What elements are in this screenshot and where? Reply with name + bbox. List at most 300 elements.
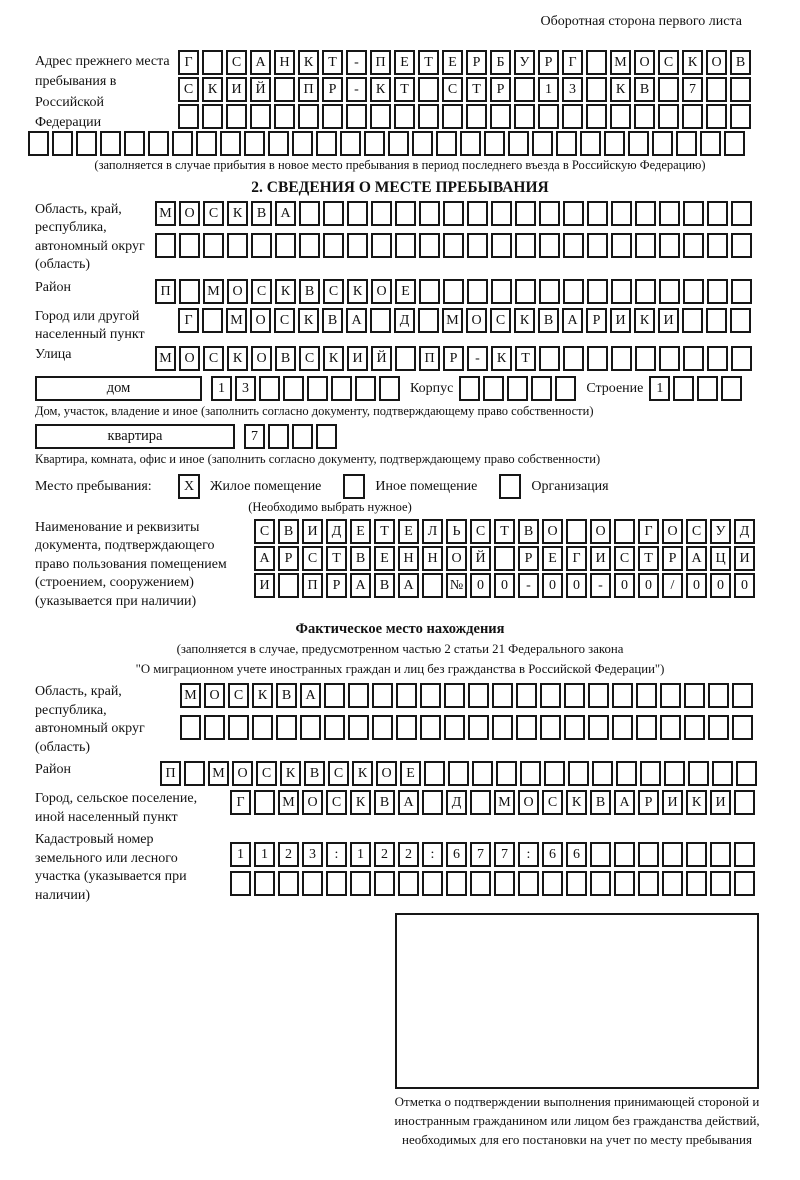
char-cell[interactable]	[515, 233, 536, 258]
char-cell[interactable]	[204, 715, 225, 740]
char-cell[interactable]	[172, 131, 193, 156]
char-cell[interactable]	[276, 715, 297, 740]
char-cell[interactable]: И	[302, 519, 323, 544]
char-cell[interactable]	[340, 131, 361, 156]
char-cell[interactable]	[491, 233, 512, 258]
char-cell[interactable]	[507, 376, 528, 401]
char-cell[interactable]: Р	[322, 77, 343, 102]
char-cell[interactable]	[274, 104, 295, 129]
char-cell[interactable]: Л	[422, 519, 443, 544]
char-cell[interactable]	[731, 279, 752, 304]
char-cell[interactable]	[323, 233, 344, 258]
char-cell[interactable]: М	[180, 683, 201, 708]
char-cell[interactable]	[250, 104, 271, 129]
char-cell[interactable]: В	[730, 50, 751, 75]
char-cell[interactable]	[658, 77, 679, 102]
char-cell[interactable]: А	[350, 573, 371, 598]
char-cell[interactable]	[635, 279, 656, 304]
char-cell[interactable]: К	[298, 50, 319, 75]
char-cell[interactable]: Г	[566, 546, 587, 571]
char-cell[interactable]	[708, 683, 729, 708]
char-cell[interactable]	[220, 131, 241, 156]
char-cell[interactable]: Д	[446, 790, 467, 815]
char-cell[interactable]: Г	[230, 790, 251, 815]
char-cell[interactable]	[736, 761, 757, 786]
char-cell[interactable]	[388, 131, 409, 156]
char-cell[interactable]: 0	[494, 573, 515, 598]
char-cell[interactable]	[730, 308, 751, 333]
char-cell[interactable]	[422, 573, 443, 598]
char-cell[interactable]: П	[370, 50, 391, 75]
char-cell[interactable]	[324, 683, 345, 708]
char-cell[interactable]: В	[322, 308, 343, 333]
char-cell[interactable]	[662, 871, 683, 896]
char-cell[interactable]: Ь	[446, 519, 467, 544]
char-cell[interactable]: Е	[442, 50, 463, 75]
stay-type-checkbox-other[interactable]	[343, 474, 365, 499]
char-cell[interactable]	[275, 233, 296, 258]
char-cell[interactable]: 0	[686, 573, 707, 598]
char-cell[interactable]	[563, 279, 584, 304]
char-cell[interactable]: У	[514, 50, 535, 75]
char-cell[interactable]: С	[442, 77, 463, 102]
char-cell[interactable]: 7	[470, 842, 491, 867]
char-cell[interactable]	[612, 683, 633, 708]
char-cell[interactable]: А	[562, 308, 583, 333]
char-cell[interactable]	[179, 233, 200, 258]
char-cell[interactable]	[492, 683, 513, 708]
char-cell[interactable]: К	[280, 761, 301, 786]
char-cell[interactable]	[180, 715, 201, 740]
char-cell[interactable]: С	[203, 201, 224, 226]
char-cell[interactable]	[422, 790, 443, 815]
char-cell[interactable]: С	[470, 519, 491, 544]
char-cell[interactable]: С	[254, 519, 275, 544]
char-cell[interactable]	[636, 715, 657, 740]
char-cell[interactable]: С	[226, 50, 247, 75]
char-cell[interactable]	[228, 715, 249, 740]
char-cell[interactable]	[659, 346, 680, 371]
char-cell[interactable]: К	[227, 346, 248, 371]
char-cell[interactable]	[660, 683, 681, 708]
char-cell[interactable]	[566, 871, 587, 896]
char-cell[interactable]	[555, 376, 576, 401]
char-cell[interactable]	[470, 790, 491, 815]
char-cell[interactable]	[515, 201, 536, 226]
char-cell[interactable]	[538, 104, 559, 129]
char-cell[interactable]	[422, 871, 443, 896]
char-cell[interactable]: /	[662, 573, 683, 598]
char-cell[interactable]	[374, 871, 395, 896]
char-cell[interactable]	[227, 233, 248, 258]
char-cell[interactable]	[700, 131, 721, 156]
char-cell[interactable]: 6	[542, 842, 563, 867]
char-cell[interactable]: Б	[490, 50, 511, 75]
char-cell[interactable]: И	[226, 77, 247, 102]
char-cell[interactable]	[418, 77, 439, 102]
char-cell[interactable]: Т	[394, 77, 415, 102]
char-cell[interactable]	[124, 131, 145, 156]
char-cell[interactable]: 1	[230, 842, 251, 867]
char-cell[interactable]: В	[374, 573, 395, 598]
char-cell[interactable]	[52, 131, 73, 156]
char-cell[interactable]	[298, 104, 319, 129]
char-cell[interactable]: Г	[562, 50, 583, 75]
char-cell[interactable]	[355, 376, 376, 401]
char-cell[interactable]	[556, 131, 577, 156]
char-cell[interactable]: О	[250, 308, 271, 333]
char-cell[interactable]: О	[466, 308, 487, 333]
char-cell[interactable]	[178, 104, 199, 129]
char-cell[interactable]: А	[398, 790, 419, 815]
char-cell[interactable]: 6	[446, 842, 467, 867]
char-cell[interactable]: К	[298, 308, 319, 333]
char-cell[interactable]	[659, 279, 680, 304]
char-cell[interactable]: К	[566, 790, 587, 815]
char-cell[interactable]	[370, 104, 391, 129]
char-cell[interactable]: Е	[400, 761, 421, 786]
char-cell[interactable]: Г	[178, 308, 199, 333]
char-cell[interactable]	[372, 715, 393, 740]
char-cell[interactable]	[490, 104, 511, 129]
char-cell[interactable]	[496, 761, 517, 786]
char-cell[interactable]: Т	[326, 546, 347, 571]
char-cell[interactable]: Н	[398, 546, 419, 571]
char-cell[interactable]	[316, 131, 337, 156]
char-cell[interactable]: П	[160, 761, 181, 786]
char-cell[interactable]: 3	[302, 842, 323, 867]
char-cell[interactable]	[708, 715, 729, 740]
char-cell[interactable]: М	[494, 790, 515, 815]
char-cell[interactable]: А	[346, 308, 367, 333]
char-cell[interactable]: В	[518, 519, 539, 544]
char-cell[interactable]	[734, 790, 755, 815]
char-cell[interactable]	[660, 715, 681, 740]
char-cell[interactable]	[707, 233, 728, 258]
char-cell[interactable]	[420, 683, 441, 708]
char-cell[interactable]: М	[226, 308, 247, 333]
char-cell[interactable]: 7	[244, 424, 265, 449]
char-cell[interactable]	[707, 279, 728, 304]
char-cell[interactable]: О	[371, 279, 392, 304]
char-cell[interactable]	[706, 308, 727, 333]
char-cell[interactable]	[460, 131, 481, 156]
char-cell[interactable]: 1	[538, 77, 559, 102]
char-cell[interactable]	[508, 131, 529, 156]
char-cell[interactable]	[484, 131, 505, 156]
char-cell[interactable]	[697, 376, 718, 401]
char-cell[interactable]: Н	[274, 50, 295, 75]
char-cell[interactable]	[274, 77, 295, 102]
char-cell[interactable]: П	[298, 77, 319, 102]
char-cell[interactable]: А	[254, 546, 275, 571]
char-cell[interactable]	[686, 871, 707, 896]
char-cell[interactable]: М	[155, 201, 176, 226]
char-cell[interactable]: №	[446, 573, 467, 598]
char-cell[interactable]	[664, 761, 685, 786]
char-cell[interactable]	[467, 279, 488, 304]
char-cell[interactable]: О	[634, 50, 655, 75]
char-cell[interactable]	[640, 761, 661, 786]
char-cell[interactable]	[611, 279, 632, 304]
char-cell[interactable]	[259, 376, 280, 401]
char-cell[interactable]	[244, 131, 265, 156]
char-cell[interactable]	[196, 131, 217, 156]
char-cell[interactable]: -	[346, 77, 367, 102]
char-cell[interactable]: П	[419, 346, 440, 371]
char-cell[interactable]	[590, 842, 611, 867]
char-cell[interactable]: О	[232, 761, 253, 786]
char-cell[interactable]	[676, 131, 697, 156]
char-cell[interactable]	[587, 233, 608, 258]
char-cell[interactable]: О	[662, 519, 683, 544]
char-cell[interactable]	[730, 77, 751, 102]
char-cell[interactable]	[307, 376, 328, 401]
char-cell[interactable]	[683, 233, 704, 258]
char-cell[interactable]	[448, 761, 469, 786]
char-cell[interactable]: Д	[734, 519, 755, 544]
char-cell[interactable]: 0	[710, 573, 731, 598]
char-cell[interactable]: А	[275, 201, 296, 226]
char-cell[interactable]: В	[278, 519, 299, 544]
char-cell[interactable]	[268, 131, 289, 156]
char-cell[interactable]	[590, 871, 611, 896]
char-cell[interactable]	[531, 376, 552, 401]
char-cell[interactable]	[254, 790, 275, 815]
char-cell[interactable]	[268, 424, 289, 449]
char-cell[interactable]: К	[275, 279, 296, 304]
char-cell[interactable]	[688, 761, 709, 786]
char-cell[interactable]	[515, 279, 536, 304]
char-cell[interactable]	[470, 871, 491, 896]
char-cell[interactable]	[724, 131, 745, 156]
char-cell[interactable]: 3	[562, 77, 583, 102]
char-cell[interactable]	[614, 842, 635, 867]
char-cell[interactable]	[350, 871, 371, 896]
char-cell[interactable]	[346, 104, 367, 129]
char-cell[interactable]: К	[370, 77, 391, 102]
char-cell[interactable]	[638, 842, 659, 867]
char-cell[interactable]	[614, 519, 635, 544]
char-cell[interactable]: И	[590, 546, 611, 571]
char-cell[interactable]: 0	[734, 573, 755, 598]
char-cell[interactable]: А	[686, 546, 707, 571]
char-cell[interactable]: О	[446, 546, 467, 571]
char-cell[interactable]: О	[518, 790, 539, 815]
char-cell[interactable]: В	[538, 308, 559, 333]
char-cell[interactable]: К	[610, 77, 631, 102]
char-cell[interactable]: С	[686, 519, 707, 544]
char-cell[interactable]: Й	[250, 77, 271, 102]
char-cell[interactable]	[592, 761, 613, 786]
char-cell[interactable]: -	[590, 573, 611, 598]
char-cell[interactable]	[202, 50, 223, 75]
char-cell[interactable]: С	[323, 279, 344, 304]
char-cell[interactable]: М	[442, 308, 463, 333]
char-cell[interactable]	[540, 715, 561, 740]
char-cell[interactable]: И	[254, 573, 275, 598]
char-cell[interactable]: Е	[398, 519, 419, 544]
char-cell[interactable]: И	[658, 308, 679, 333]
char-cell[interactable]: М	[278, 790, 299, 815]
char-cell[interactable]: С	[614, 546, 635, 571]
char-cell[interactable]	[628, 131, 649, 156]
char-cell[interactable]: Т	[322, 50, 343, 75]
char-cell[interactable]	[682, 308, 703, 333]
char-cell[interactable]: П	[302, 573, 323, 598]
stay-type-checkbox-residential[interactable]: X	[178, 474, 200, 499]
char-cell[interactable]	[662, 842, 683, 867]
char-cell[interactable]: А	[300, 683, 321, 708]
char-cell[interactable]	[634, 104, 655, 129]
char-cell[interactable]	[673, 376, 694, 401]
char-cell[interactable]: С	[228, 683, 249, 708]
char-cell[interactable]: О	[251, 346, 272, 371]
char-cell[interactable]	[230, 871, 251, 896]
char-cell[interactable]	[472, 761, 493, 786]
char-cell[interactable]: И	[662, 790, 683, 815]
char-cell[interactable]	[542, 871, 563, 896]
char-cell[interactable]	[563, 346, 584, 371]
char-cell[interactable]	[610, 104, 631, 129]
char-cell[interactable]	[371, 201, 392, 226]
char-cell[interactable]	[252, 715, 273, 740]
char-cell[interactable]: В	[634, 77, 655, 102]
char-cell[interactable]: Т	[466, 77, 487, 102]
char-cell[interactable]	[326, 871, 347, 896]
char-cell[interactable]: Р	[326, 573, 347, 598]
char-cell[interactable]: В	[590, 790, 611, 815]
char-cell[interactable]: 1	[649, 376, 670, 401]
char-cell[interactable]	[563, 201, 584, 226]
char-cell[interactable]: Р	[278, 546, 299, 571]
char-cell[interactable]	[494, 546, 515, 571]
char-cell[interactable]: К	[514, 308, 535, 333]
char-cell[interactable]: В	[374, 790, 395, 815]
char-cell[interactable]	[347, 233, 368, 258]
char-cell[interactable]: С	[490, 308, 511, 333]
char-cell[interactable]	[730, 104, 751, 129]
char-cell[interactable]: 1	[350, 842, 371, 867]
char-cell[interactable]: И	[347, 346, 368, 371]
char-cell[interactable]	[424, 761, 445, 786]
char-cell[interactable]	[516, 715, 537, 740]
char-cell[interactable]	[324, 715, 345, 740]
char-cell[interactable]	[283, 376, 304, 401]
char-cell[interactable]: С	[256, 761, 277, 786]
char-cell[interactable]	[684, 715, 705, 740]
char-cell[interactable]	[254, 871, 275, 896]
char-cell[interactable]	[396, 683, 417, 708]
char-cell[interactable]: Е	[395, 279, 416, 304]
char-cell[interactable]	[563, 233, 584, 258]
char-cell[interactable]	[491, 201, 512, 226]
char-cell[interactable]	[539, 279, 560, 304]
char-cell[interactable]: Р	[443, 346, 464, 371]
char-cell[interactable]: Й	[371, 346, 392, 371]
char-cell[interactable]: М	[155, 346, 176, 371]
char-cell[interactable]	[299, 233, 320, 258]
char-cell[interactable]: Р	[662, 546, 683, 571]
char-cell[interactable]: О	[302, 790, 323, 815]
char-cell[interactable]: 0	[566, 573, 587, 598]
char-cell[interactable]	[539, 201, 560, 226]
char-cell[interactable]	[520, 761, 541, 786]
char-cell[interactable]	[444, 715, 465, 740]
char-cell[interactable]	[659, 201, 680, 226]
char-cell[interactable]	[418, 308, 439, 333]
char-cell[interactable]	[707, 346, 728, 371]
char-cell[interactable]: :	[518, 842, 539, 867]
char-cell[interactable]: В	[276, 683, 297, 708]
char-cell[interactable]	[652, 131, 673, 156]
char-cell[interactable]: О	[376, 761, 397, 786]
char-cell[interactable]	[395, 233, 416, 258]
char-cell[interactable]	[540, 683, 561, 708]
char-cell[interactable]	[712, 761, 733, 786]
char-cell[interactable]: С	[328, 761, 349, 786]
char-cell[interactable]: Т	[515, 346, 536, 371]
char-cell[interactable]	[710, 871, 731, 896]
char-cell[interactable]: 1	[254, 842, 275, 867]
char-cell[interactable]: Е	[374, 546, 395, 571]
char-cell[interactable]: О	[542, 519, 563, 544]
char-cell[interactable]: 3	[235, 376, 256, 401]
char-cell[interactable]	[734, 871, 755, 896]
char-cell[interactable]: В	[251, 201, 272, 226]
char-cell[interactable]	[731, 233, 752, 258]
char-cell[interactable]: О	[179, 201, 200, 226]
char-cell[interactable]	[732, 683, 753, 708]
char-cell[interactable]: К	[491, 346, 512, 371]
char-cell[interactable]: А	[398, 573, 419, 598]
char-cell[interactable]: 2	[374, 842, 395, 867]
char-cell[interactable]	[494, 871, 515, 896]
char-cell[interactable]	[638, 871, 659, 896]
char-cell[interactable]	[635, 201, 656, 226]
char-cell[interactable]	[348, 683, 369, 708]
char-cell[interactable]	[443, 233, 464, 258]
char-cell[interactable]	[731, 201, 752, 226]
char-cell[interactable]	[347, 201, 368, 226]
char-cell[interactable]	[564, 683, 585, 708]
char-cell[interactable]: К	[347, 279, 368, 304]
char-cell[interactable]: С	[203, 346, 224, 371]
char-cell[interactable]	[395, 201, 416, 226]
char-cell[interactable]: О	[706, 50, 727, 75]
char-cell[interactable]	[539, 346, 560, 371]
char-cell[interactable]	[614, 871, 635, 896]
char-cell[interactable]: С	[658, 50, 679, 75]
char-cell[interactable]: О	[227, 279, 248, 304]
char-cell[interactable]: М	[610, 50, 631, 75]
char-cell[interactable]	[532, 131, 553, 156]
char-cell[interactable]	[492, 715, 513, 740]
char-cell[interactable]	[348, 715, 369, 740]
char-cell[interactable]: С	[302, 546, 323, 571]
char-cell[interactable]: К	[202, 77, 223, 102]
char-cell[interactable]	[446, 871, 467, 896]
char-cell[interactable]: С	[299, 346, 320, 371]
char-cell[interactable]	[604, 131, 625, 156]
char-cell[interactable]	[148, 131, 169, 156]
char-cell[interactable]	[203, 233, 224, 258]
char-cell[interactable]	[419, 279, 440, 304]
char-cell[interactable]	[396, 715, 417, 740]
char-cell[interactable]	[491, 279, 512, 304]
char-cell[interactable]	[566, 519, 587, 544]
char-cell[interactable]: 0	[542, 573, 563, 598]
